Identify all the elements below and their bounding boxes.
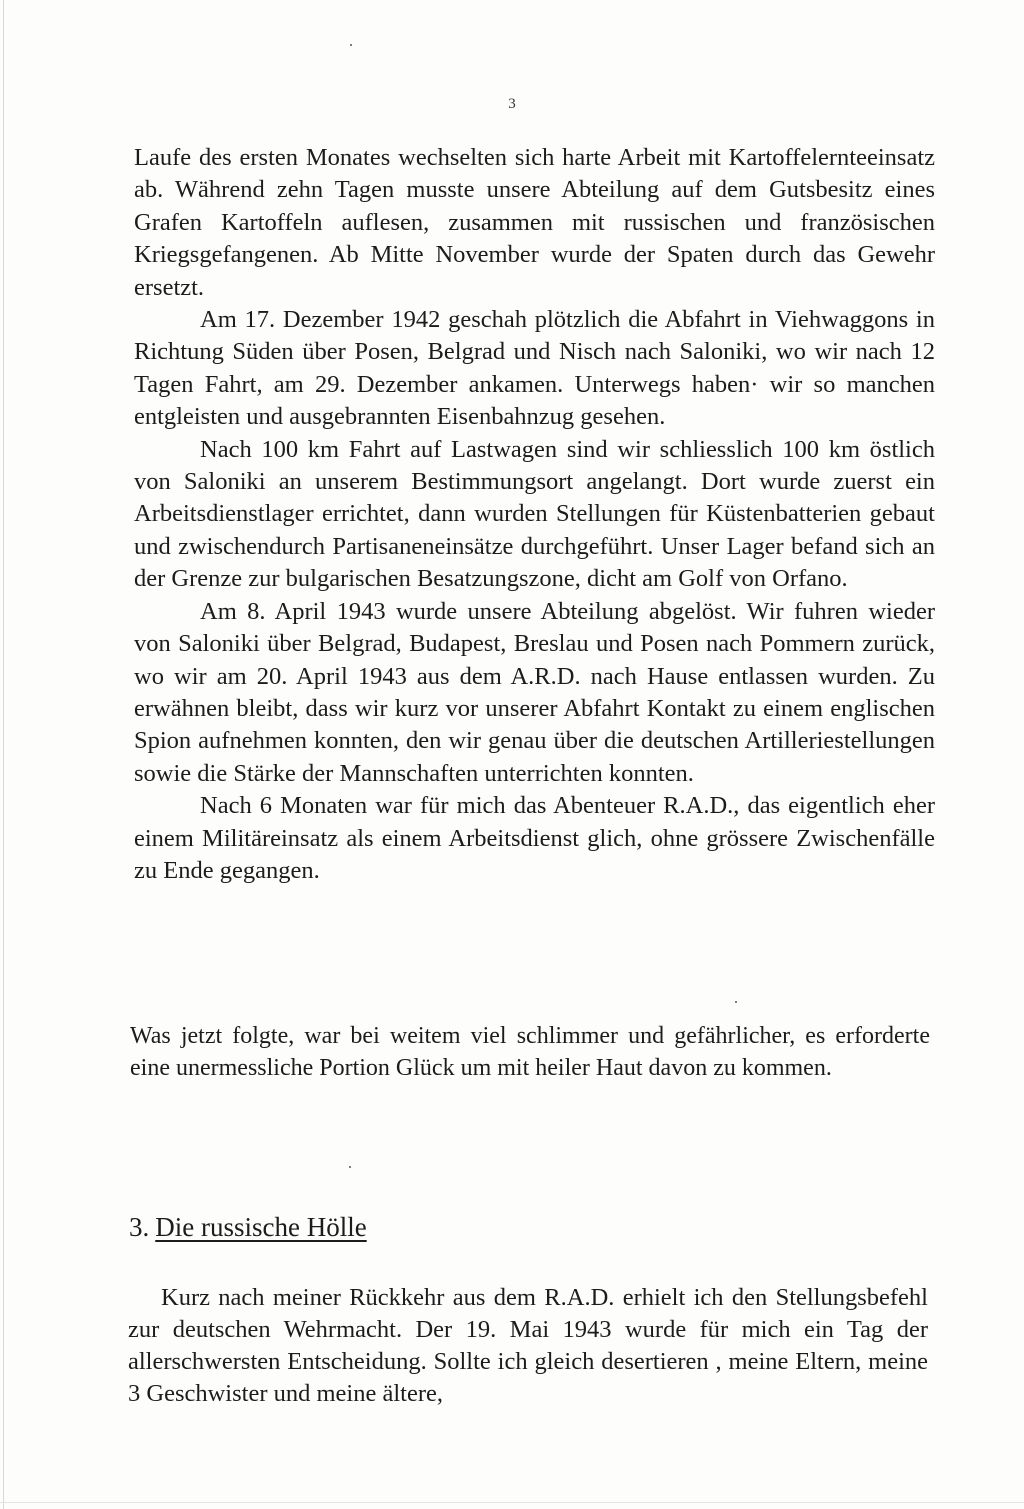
chapter-heading bbox=[129, 1210, 367, 1244]
paragraph: Was jetzt folgte, war bei weitem viel schlimmer und gefährlicher, es erforderte eine unermessliche Portion Glück um mit heiler Haut davon zu kommen. bbox=[130, 1023, 930, 1081]
closing-paragraph bbox=[130, 1020, 930, 1084]
scan-edge bbox=[3, 0, 4, 1509]
scan-speck bbox=[349, 1166, 351, 1168]
body-text bbox=[134, 142, 935, 887]
paragraph: Am 8. April 1943 wurde unsere Abteilung abgelöst. Wir fuhren wieder von Saloniki über Belgrad, Budapest, Breslau und Posen nach Pommern zurück, wo wir am 20. April 1943 aus dem A.R.D. nach Hause entlassen wurden. Zu erwähnen bleibt, dass wir kurz vor unserer Abfahrt Kontakt zu einem englischen Spion aufnehmen konnten, den wir genau über die deutschen Artilleriestellungen sowie die Stärke der Mannschaften unterrichten konnten. bbox=[134, 597, 935, 787]
scan-edge-bottom bbox=[0, 1502, 1024, 1503]
paragraph: Nach 6 Monaten war für mich das Abenteuer R.A.D., das eigentlich eher einem Militäreinsatz als einem Arbeitsdienst glich, ohne grössere Zwischenfälle zu Ende gegangen. bbox=[134, 792, 935, 884]
paragraph: Nach 100 km Fahrt auf Lastwagen sind wir schliesslich 100 km östlich von Saloniki an unserem Bestimmungsort angelangt. Dort wurde zuerst ein Arbeitsdienstlager errichtet, dann wurden Stellungen für Küstenbatterien gebaut und zwischendurch Partisaneneinsätze durchgeführt. Unser Lager befand sich an der Grenze zur bulgarischen Besatzungszone, dicht am Golf von Orfano. bbox=[134, 435, 935, 593]
chapter-number: 3. bbox=[129, 1212, 150, 1242]
paragraph: Laufe des ersten Monates wechselten sich harte Arbeit mit Kartoffelernteeinsatz ab. Während zehn Tagen musste unsere Abteilung auf dem Gutsbesitz eines Grafen Kartoffeln auflesen, zusammen mit russischen und französischen Kriegsgefangenen. Ab Mitte November wurde der Spaten durch das Gewehr ersetzt. bbox=[134, 144, 935, 301]
scan-speck bbox=[350, 44, 352, 46]
paragraph: Am 17. Dezember 1942 geschah plötzlich die Abfahrt in Viehwaggons in Richtung Süden über Posen, Belgrad und Nisch nach Saloniki, wo wir nach 12 Tagen Fahrt, am 29. Dezember ankamen. Unterwegs haben· wir so manchen entgleisten und ausgebrannten Eisenbahnzug gesehen. bbox=[134, 306, 935, 431]
chapter-title: Die russische Hölle bbox=[155, 1212, 367, 1242]
paragraph: Kurz nach meiner Rückkehr aus dem R.A.D. erhielt ich den Stellungsbefehl zur deutschen Wehrmacht. Der 19. Mai 1943 wurde für mich ein Tag der allerschwersten Entscheidung. Sollte ich gleich desertieren , meine Eltern, meine 3 Geschwister und meine ältere, bbox=[128, 1284, 928, 1407]
chapter-text bbox=[128, 1282, 928, 1410]
scan-speck bbox=[735, 1001, 737, 1003]
page-number: 3 bbox=[508, 96, 516, 112]
